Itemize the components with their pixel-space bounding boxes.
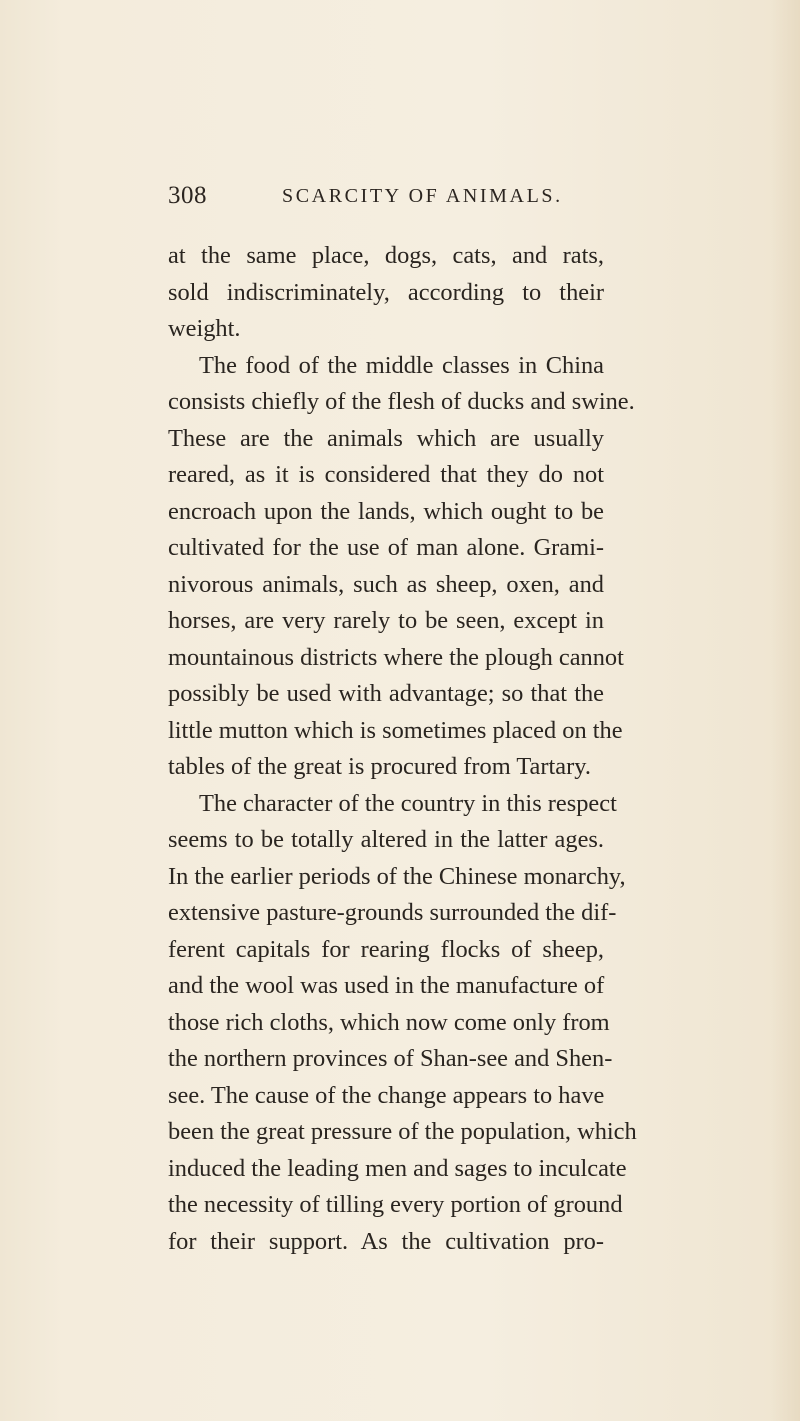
text-line: encroach upon the lands, which ought to be — [168, 497, 604, 525]
text-line: those rich cloths, which now come only from — [168, 1008, 610, 1036]
text-line: induced the leading men and sages to inculcate — [168, 1154, 627, 1182]
text-line: These are the animals which are usually — [168, 424, 604, 452]
text-line: tables of the great is procured from Tartary. — [168, 753, 591, 780]
running-head — [168, 182, 604, 212]
text-line: the northern provinces of Shan-see and Shen- — [168, 1045, 613, 1072]
text-line: The food of the middle classes in China — [199, 351, 604, 379]
text-line: extensive pasture-grounds surrounded the dif- — [168, 899, 617, 926]
text-line: see. The cause of the change appears to have — [168, 1081, 605, 1109]
page-edge-shadow — [770, 0, 800, 1421]
text-line: at the same place, dogs, cats, and rats, — [168, 242, 604, 269]
text-line: seems to be totally altered in the latter ages. — [168, 826, 604, 853]
text-line: horses, are very rarely to be seen, except in — [168, 607, 604, 634]
text-line: nivorous animals, such as sheep, oxen, and — [168, 570, 604, 598]
text-line: sold indiscriminately, according to their — [168, 278, 604, 306]
text-line: been the great pressure of the population, which — [168, 1118, 637, 1145]
text-line: possibly be used with advantage; so that the — [168, 680, 604, 707]
text-line: weight. — [168, 315, 241, 342]
text-line: reared, as it is considered that they do not — [168, 461, 604, 488]
text-line: consists chiefly of the flesh of ducks and swine. — [168, 388, 635, 415]
page-number: 308 — [168, 182, 207, 209]
running-title: SCARCITY OF ANIMALS. — [282, 185, 563, 207]
text-line: and the wool was used in the manufacture of — [168, 972, 605, 999]
text-line: little mutton which is sometimes placed on the — [168, 716, 623, 744]
text-line: The character of the country in this respect — [199, 789, 617, 817]
text-line: In the earlier periods of the Chinese monarchy, — [168, 862, 626, 890]
text-line: the necessity of tilling every portion of ground — [168, 1191, 623, 1218]
text-line: mountainous districts where the plough cannot — [168, 643, 624, 671]
text-line: ferent capitals for rearing flocks of sheep, — [168, 935, 604, 963]
body-text — [168, 238, 637, 1260]
text-line: for their support. As the cultivation pro- — [168, 1227, 604, 1255]
text-line: cultivated for the use of man alone. Grami- — [168, 534, 604, 561]
